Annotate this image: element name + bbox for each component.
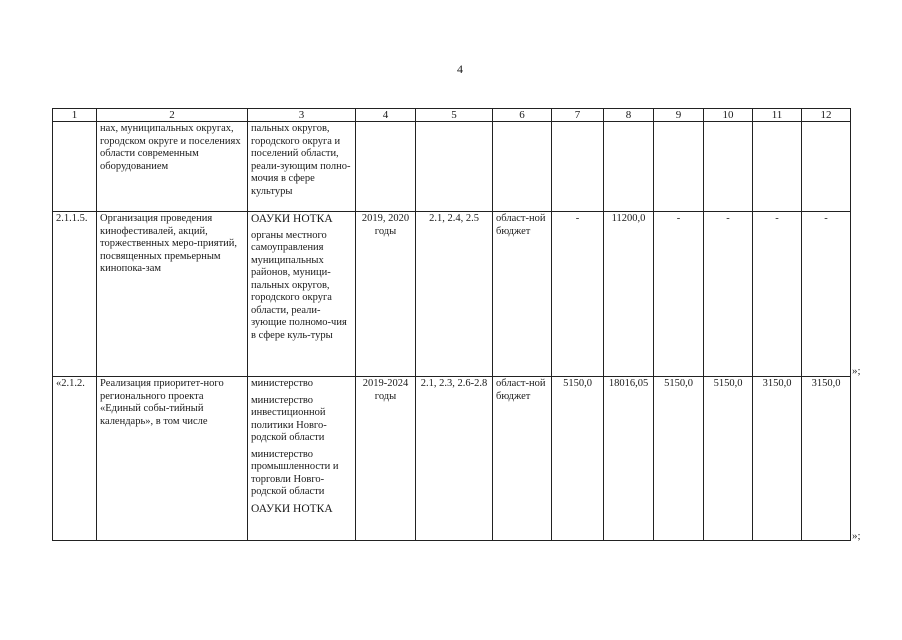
col-header-12: 12 [802,109,851,122]
col-header-2: 2 [97,109,248,122]
cell-2021 [654,122,704,212]
cell-period [356,122,416,212]
executor-line: ОАУКИ НОТКА [251,502,333,515]
executor-line: министерство инвестиционной политики Новго-родской области [251,394,327,443]
cell-target [416,122,493,212]
cell-2020: 18016,05 [604,377,654,541]
executor-line: пальных округов, городского округа и поселений области, реали-зующим полно-мочия в сфере культуры [251,123,351,197]
cell-2020: 11200,0 [604,212,654,377]
col-header-3: 3 [248,109,356,122]
col-header-10: 10 [704,109,753,122]
executor-line: ОАУКИ НОТКА [251,213,333,225]
cell-target: 2.1, 2.3, 2.6-2.8 [416,377,493,541]
cell-source [493,122,552,212]
cell-source: област-ной бюджет [493,377,552,541]
cell-2019: - [552,212,604,377]
cell-executor [248,377,356,541]
cell-number [53,122,97,212]
col-header-7: 7 [552,109,604,122]
col-header-11: 11 [753,109,802,122]
cell-2024: 3150,0 [802,377,851,541]
cell-executor [248,212,356,377]
cell-measure: Организация проведения кинофестивалей, акций, торжественных меро-приятий, посвященных премьерным кинопока-зам [97,212,248,377]
cell-period: 2019, 2020 годы [356,212,416,377]
table-row [53,122,851,212]
table-row [53,377,851,541]
cell-target: 2.1, 2.4, 2.5 [416,212,493,377]
cell-measure: Реализация приоритет-ного регионального проекта «Единый собы-тийный календарь», в том числе [97,377,248,541]
executor-line: органы местного самоуправления муниципальных районов, муници-пальных округов, городского округа области, реали-зующие полномо-чия в сфере куль-туры [251,229,347,341]
table-row [53,212,851,377]
program-table [52,108,851,541]
cell-2022: - [704,212,753,377]
cell-number: 2.1.1.5. [53,212,97,377]
page-number: 4 [457,62,463,76]
cell-2021: 5150,0 [654,377,704,541]
cell-2024 [802,122,851,212]
col-header-1: 1 [53,109,97,122]
cell-source: област-ной бюджет [493,212,552,377]
cell-2023: - [753,212,802,377]
cell-2019 [552,122,604,212]
closing-quote: »; [852,365,861,377]
cell-2024: - [802,212,851,377]
cell-2022 [704,122,753,212]
cell-period: 2019-2024 годы [356,377,416,541]
col-header-5: 5 [416,109,493,122]
col-header-4: 4 [356,109,416,122]
col-header-8: 8 [604,109,654,122]
cell-2023 [753,122,802,212]
cell-2023: 3150,0 [753,377,802,541]
col-header-9: 9 [654,109,704,122]
cell-2020 [604,122,654,212]
executor-line: министерство [251,378,314,389]
executor-line: министерство промышленности и торговли Новго-родской области [251,448,339,497]
cell-2022: 5150,0 [704,377,753,541]
cell-measure: нах, муниципальных округах, городском округе и поселениях области современным оборудованием [97,122,248,212]
cell-2019: 5150,0 [552,377,604,541]
closing-quote: »; [852,530,861,542]
column-number-row [53,109,851,122]
cell-number: «2.1.2. [53,377,97,541]
cell-2021: - [654,212,704,377]
col-header-6: 6 [493,109,552,122]
cell-executor [248,122,356,212]
